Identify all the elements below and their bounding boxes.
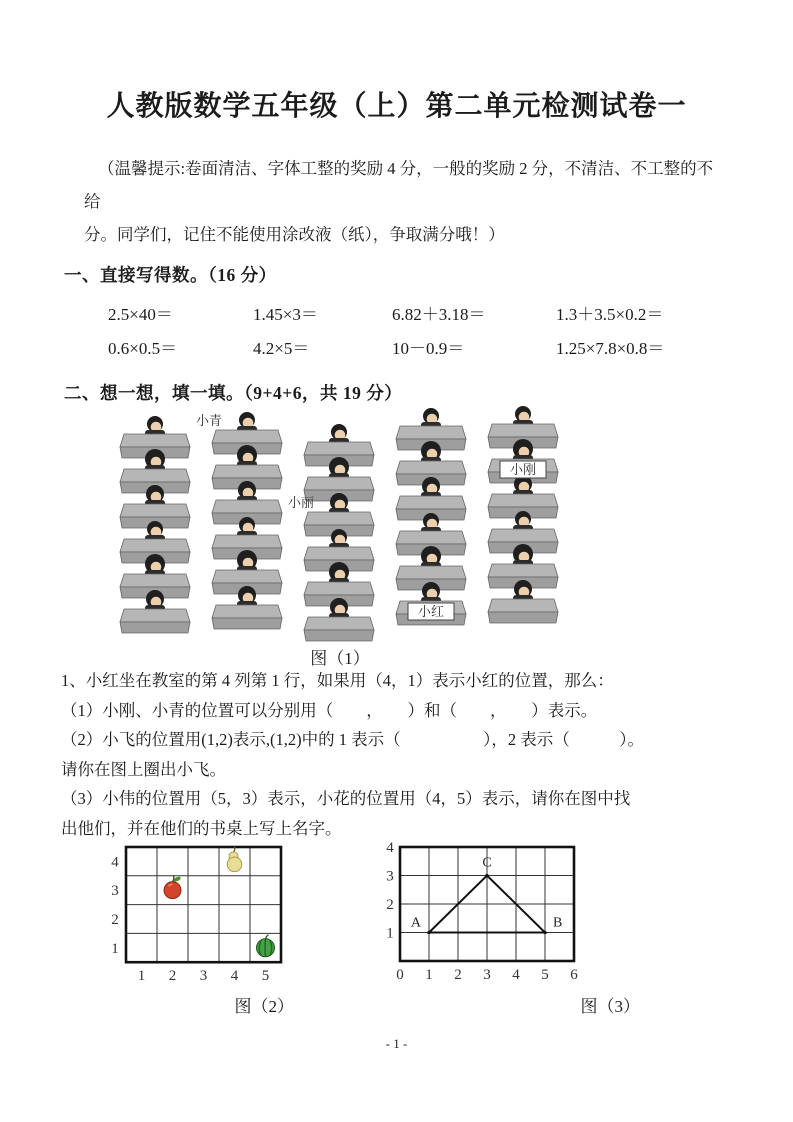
svg-text:1: 1 [386,925,394,942]
svg-text:小红: 小红 [417,604,445,619]
notice-paragraph [84,152,714,251]
fruit-grid-graphic [106,841,316,989]
vertex-label: B [553,915,563,931]
svg-text:2: 2 [168,968,177,985]
svg-text:3: 3 [111,883,119,900]
pear-icon [227,846,242,871]
svg-text:0: 0 [396,967,404,983]
expression: 0.6×0.5＝ [108,339,178,358]
expression: 4.2×5＝ [253,339,310,358]
figure2-caption: 图（2） [234,997,294,1016]
svg-text:3: 3 [483,967,491,983]
svg-text:小刚: 小刚 [509,462,537,477]
svg-text:2: 2 [386,897,394,913]
vertex-label: A [410,915,421,931]
svg-text:4: 4 [386,841,394,856]
question1-sub1: （1）小刚、小青的位置可以分别用（ ， ）和（ ， ）表示。 [61,700,598,720]
page-title: 人教版数学五年级（上）第二单元检测试卷一 [106,91,687,122]
notice-line-1: （温馨提示:卷面清洁、字体工整的奖励 4 分，一般的奖励 2 分，不清洁、不工整的不给 [84,159,714,211]
apple-icon [164,875,181,899]
svg-text:5: 5 [541,967,549,983]
expression: 6.82＋3.18＝ [392,305,486,324]
figure1-caption: 图（1） [310,649,370,668]
svg-text:4: 4 [512,967,520,983]
svg-text:3: 3 [199,968,208,985]
svg-text:1: 1 [425,967,433,983]
question1-intro: 1、小红坐在教室的第 4 列第 1 行，如果用（4，1）表示小红的位置，那么： [61,671,614,690]
svg-text:4: 4 [230,968,239,985]
expression: 1.25×7.8×0.8＝ [556,339,665,358]
figure3-caption: 图（3） [580,997,640,1016]
expression: 1.45×3＝ [253,305,318,324]
triangle-grid-graphic [382,841,592,989]
svg-text:5: 5 [261,968,270,985]
svg-text:1: 1 [111,940,119,957]
expression: 1.3＋3.5×0.2＝ [556,305,664,324]
student-name-label: 小丽 [287,495,314,510]
question1-sub3b: 出他们，并在他们的书桌上写上名字。 [61,818,342,838]
expression: 10－0.9＝ [392,339,465,358]
vertex-label: C [482,855,492,871]
figure2-fruit-grid [106,841,316,989]
section2-heading: 二、想一想，填一填。（9+4+6，共 19 分） [64,383,403,403]
figure3-triangle-grid [382,841,592,989]
question1-text [61,666,745,844]
svg-text:2: 2 [454,967,462,983]
question1-sub2: （2）小飞的位置用(1,2)表示,(1,2)中的 1 表示（ ），2 表示（ ）。 [61,730,644,750]
svg-text:4: 4 [111,854,119,871]
classroom-desks-graphic [110,404,570,644]
notice-line-2: 分。同学们，记住不能使用涂改液（纸），争取满分哦！） [84,225,505,244]
page-number: - 1 - [385,1036,408,1051]
watermelon-icon [257,935,275,957]
svg-text:3: 3 [386,868,394,885]
svg-text:1: 1 [137,968,146,985]
section1-heading: 一、直接写得数。（16 分） [64,265,277,285]
question1-sub3a: （3）小伟的位置用（5，3）表示，小花的位置用（4，5）表示，请你在图中找 [61,789,631,809]
svg-text:2: 2 [111,912,119,928]
expression: 2.5×40＝ [108,305,173,324]
question1-sub2b: 请你在图上圈出小飞。 [61,759,226,779]
svg-text:6: 6 [570,967,578,983]
figure1-classroom-illustration [110,404,570,644]
student-name-label: 小青 [195,413,222,428]
